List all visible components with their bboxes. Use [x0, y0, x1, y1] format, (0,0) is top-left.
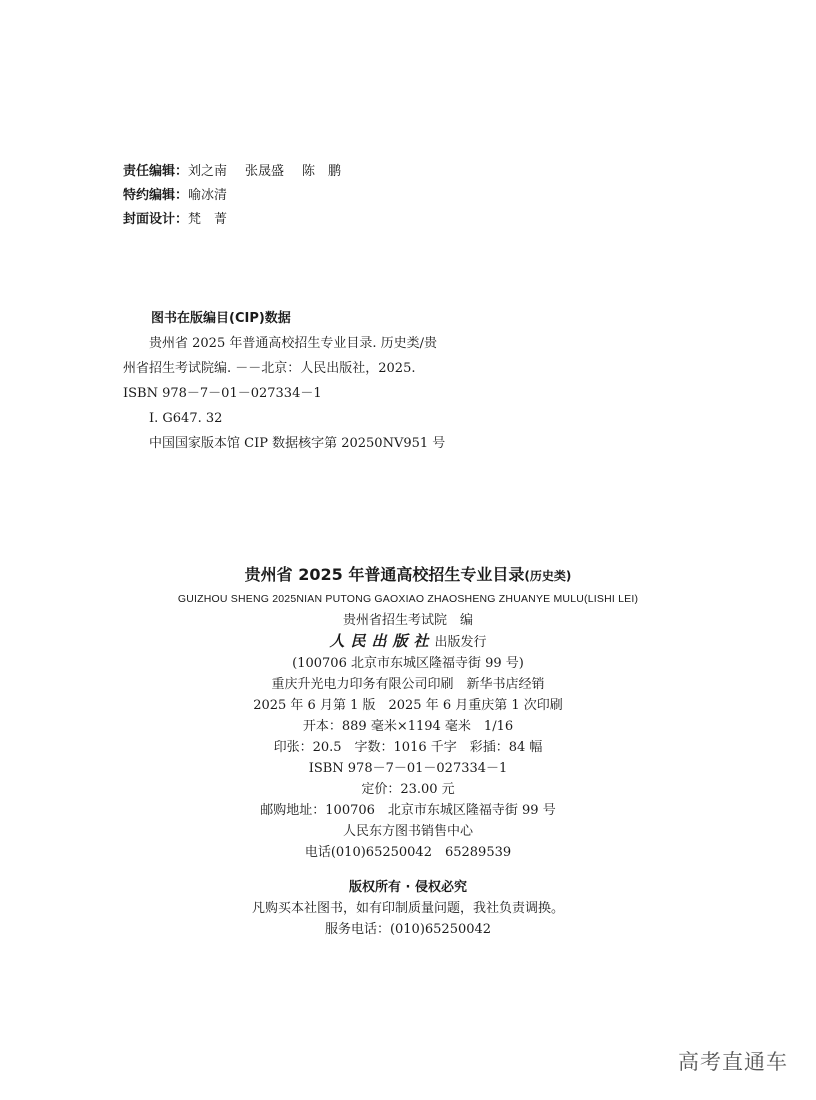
cip-classification: Ⅰ. G647. 32 [149, 411, 223, 426]
credit-name: 陈 鹏 [302, 164, 342, 179]
copyright-note: 凡购买本社图书，如有印制质量问题，我社负责调换。 [251, 901, 564, 916]
colophon-block [120, 562, 696, 940]
credit-label: 责任编辑： [123, 164, 189, 179]
phone-line: 电话(010)65250042 65289539 [304, 845, 512, 860]
book-editor: 贵州省招生考试院 编 [342, 613, 473, 628]
cip-isbn: ISBN 978－7－01－027334－1 [123, 386, 322, 401]
printer-line: 重庆升光电力印务有限公司印刷 新华书店经销 [271, 677, 545, 692]
cip-data-block [123, 306, 445, 456]
credit-name: 喻冰清 [188, 188, 228, 203]
credit-label: 特约编辑： [123, 188, 189, 203]
publisher-logo: 人民出版社 [329, 632, 435, 650]
mail-address-line: 邮购地址：100706 北京市东城区隆福寺街 99 号 [260, 803, 556, 818]
cip-heading: 图书在版编目(CIP)数据 [151, 311, 291, 326]
book-title-sub: (历史类) [524, 569, 572, 583]
watermark: 高考直通车 [678, 1050, 788, 1074]
price-line: 定价：23.00 元 [361, 782, 455, 797]
credit-name: 刘之南 [188, 164, 228, 179]
cip-record-number: 中国国家版本馆 CIP 数据核字第 20250NV951 号 [149, 436, 446, 451]
sheets-line: 印张：20.5 字数：1016 千字 彩插：84 幅 [273, 740, 543, 755]
service-phone-line: 服务电话：(010)65250042 [324, 922, 492, 937]
publisher-address: (100706 北京市东城区隆福寺街 99 号) [292, 656, 524, 671]
credit-label: 封面设计： [123, 212, 189, 227]
format-line: 开本：889 毫米×1194 毫米 1/16 [302, 719, 514, 734]
sales-center-line: 人民东方图书销售中心 [342, 824, 473, 839]
credit-row-editor [123, 160, 341, 184]
book-title-english: GUIZHOU SHENG 2025NIAN PUTONG GAOXIAO ZHAOSHENG ZHUANYE MULU(LISHI LEI) [177, 593, 639, 605]
copyright-title: 版权所有 · 侵权必究 [349, 880, 467, 895]
cip-line: 州省招生考试院编. －－北京：人民出版社，2025. [123, 361, 416, 376]
credit-name: 梵 菁 [188, 212, 228, 227]
cip-line: 贵州省 2025 年普通高校招生专业目录. 历史类/贵 [149, 336, 437, 351]
book-title [120, 562, 696, 589]
book-title-main: 贵州省 2025 年普通高校招生专业目录 [244, 565, 525, 584]
publisher-suffix: 出版发行 [434, 635, 487, 650]
isbn-line: ISBN 978－7－01－027334－1 [308, 761, 508, 776]
credits-block [123, 160, 341, 232]
publisher-line [120, 631, 696, 653]
credit-name: 张晟盛 [245, 164, 285, 179]
edition-line: 2025 年 6 月第 1 版 2025 年 6 月重庆第 1 次印刷 [253, 698, 563, 713]
credit-row-special-editor [123, 184, 341, 208]
credit-row-cover-design [123, 208, 341, 232]
